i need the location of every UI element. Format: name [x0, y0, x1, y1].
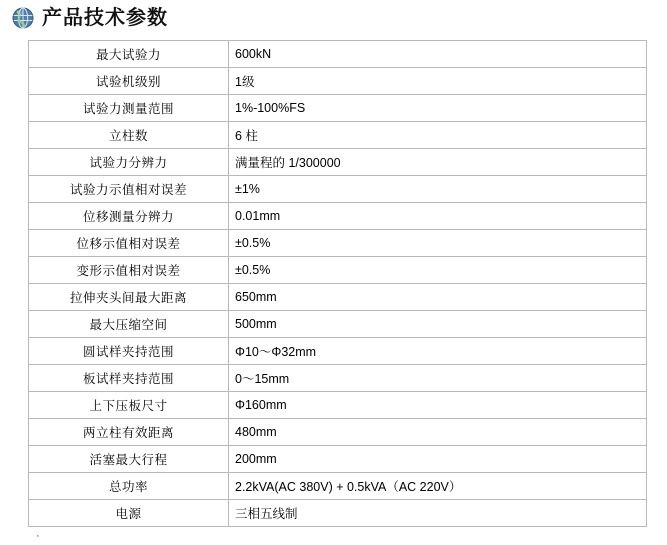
- table-row: [29, 149, 647, 176]
- table-row: [29, 392, 647, 419]
- param-name: 试验力示值相对误差: [29, 176, 229, 203]
- param-value: 0.01mm: [229, 203, 647, 230]
- param-value: Φ10～Φ32mm: [229, 338, 647, 365]
- param-name: 电源: [29, 500, 229, 527]
- param-value: 三相五线制: [229, 500, 647, 527]
- param-name: 试验力分辨力: [29, 149, 229, 176]
- param-value: ±1%: [229, 176, 647, 203]
- param-value: 200mm: [229, 446, 647, 473]
- param-name: 位移示值相对误差: [29, 230, 229, 257]
- param-value: 480mm: [229, 419, 647, 446]
- param-name: 最大试验力: [29, 41, 229, 68]
- footer-mark: ·: [36, 530, 40, 542]
- table-row: [29, 176, 647, 203]
- spec-table-container: [0, 34, 667, 527]
- param-name: 位移测量分辨力: [29, 203, 229, 230]
- param-value: 650mm: [229, 284, 647, 311]
- param-name: 上下压板尺寸: [29, 392, 229, 419]
- param-value: 1级: [229, 68, 647, 95]
- param-name: 活塞最大行程: [29, 446, 229, 473]
- param-name: 变形示值相对误差: [29, 257, 229, 284]
- page-header: [0, 0, 667, 34]
- table-row: [29, 95, 647, 122]
- param-name: 圆试样夹持范围: [29, 338, 229, 365]
- spec-table: [28, 40, 647, 527]
- param-value: 满量程的 1/300000: [229, 149, 647, 176]
- param-value: 500mm: [229, 311, 647, 338]
- table-row: [29, 446, 647, 473]
- table-row: [29, 473, 647, 500]
- param-name: 板试样夹持范围: [29, 365, 229, 392]
- param-value: ±0.5%: [229, 230, 647, 257]
- param-name: 立柱数: [29, 122, 229, 149]
- page-title: 产品技术参数: [42, 7, 168, 29]
- param-name: 最大压缩空间: [29, 311, 229, 338]
- param-value: 6 柱: [229, 122, 647, 149]
- param-name: 试验机级别: [29, 68, 229, 95]
- param-name: 总功率: [29, 473, 229, 500]
- param-value: 0～15mm: [229, 365, 647, 392]
- table-row: [29, 284, 647, 311]
- param-name: 拉伸夹头间最大距离: [29, 284, 229, 311]
- param-value: 2.2kVA(AC 380V) + 0.5kVA（AC 220V）: [229, 473, 647, 500]
- table-row: [29, 257, 647, 284]
- param-name: 试验力测量范围: [29, 95, 229, 122]
- globe-icon: [12, 7, 34, 29]
- table-row: [29, 122, 647, 149]
- table-row: [29, 419, 647, 446]
- table-row: [29, 338, 647, 365]
- table-row: [29, 203, 647, 230]
- param-value: 600kN: [229, 41, 647, 68]
- table-row: [29, 41, 647, 68]
- param-value: 1%-100%FS: [229, 95, 647, 122]
- param-name: 两立柱有效距离: [29, 419, 229, 446]
- table-row: [29, 311, 647, 338]
- table-row: [29, 500, 647, 527]
- table-row: [29, 68, 647, 95]
- param-value: Φ160mm: [229, 392, 647, 419]
- param-value: ±0.5%: [229, 257, 647, 284]
- table-row: [29, 365, 647, 392]
- table-row: [29, 230, 647, 257]
